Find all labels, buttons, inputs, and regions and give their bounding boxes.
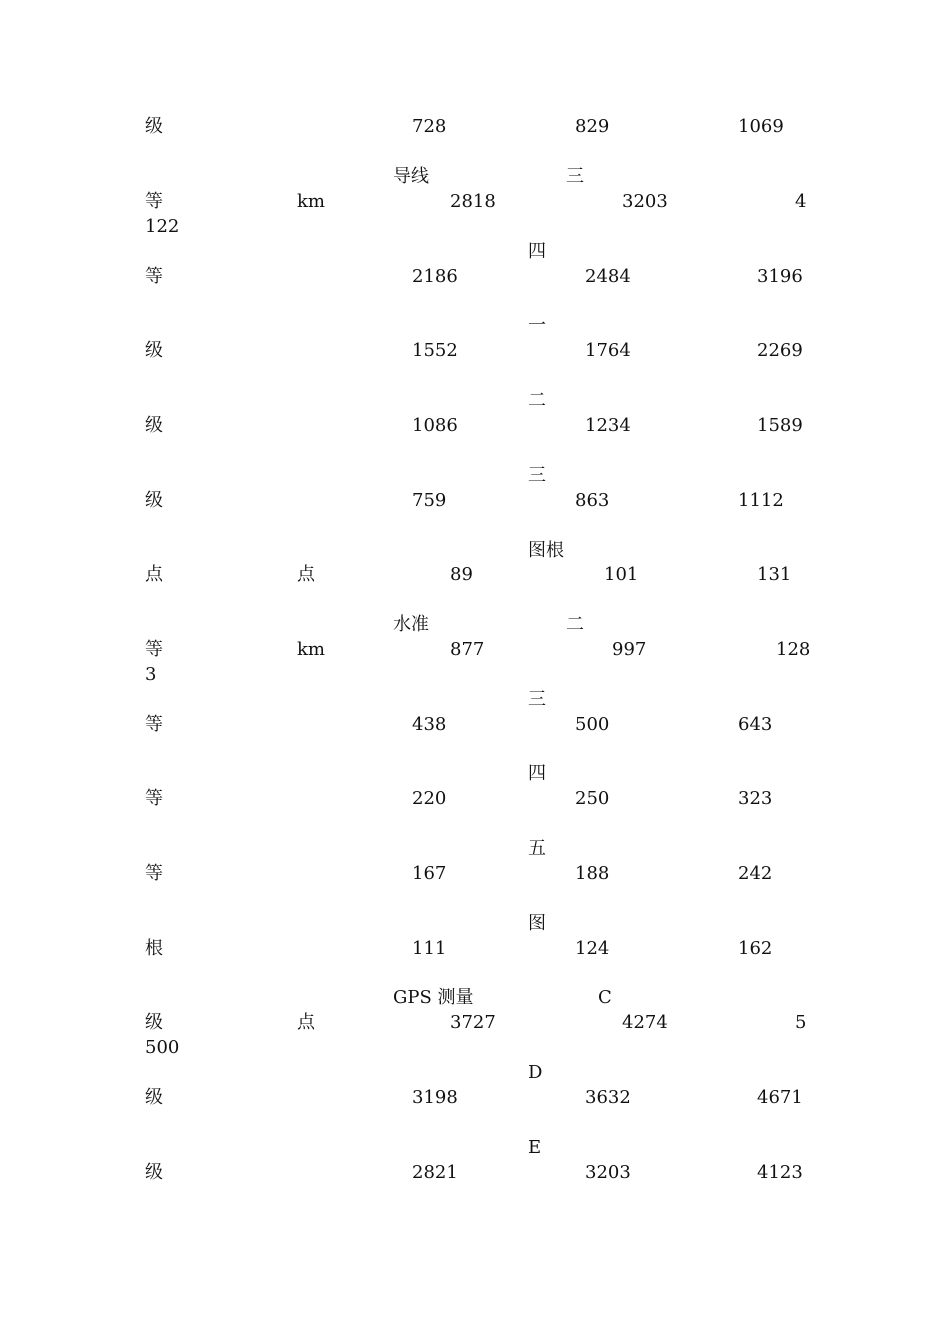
text-cell: D xyxy=(528,1062,543,1083)
text-cell: 级 xyxy=(145,1012,163,1033)
text-cell: 759 xyxy=(412,490,447,511)
text-cell: 导线 xyxy=(393,166,429,187)
text-cell: 级 xyxy=(145,1162,163,1183)
text-cell: 122 xyxy=(145,216,180,237)
text-cell: 1234 xyxy=(585,415,631,436)
text-cell: 等 xyxy=(145,788,163,809)
text-cell: 1086 xyxy=(412,415,458,436)
text-cell: 等 xyxy=(145,266,163,287)
text-cell: 101 xyxy=(604,564,639,585)
text-cell: E xyxy=(528,1137,542,1158)
text-cell: 829 xyxy=(575,116,610,137)
text-cell: 点 xyxy=(297,1012,315,1033)
text-cell: 级 xyxy=(145,490,163,511)
text-cell: 点 xyxy=(297,564,315,585)
text-cell: 1589 xyxy=(757,415,803,436)
text-cell: 131 xyxy=(757,564,792,585)
text-cell: 等 xyxy=(145,191,163,212)
text-cell: 188 xyxy=(575,863,610,884)
text-cell: 级 xyxy=(145,116,163,137)
text-cell: 3 xyxy=(145,664,157,685)
text-cell: 89 xyxy=(450,564,473,585)
text-cell: 等 xyxy=(145,714,163,735)
text-cell: 111 xyxy=(412,938,447,959)
text-cell: 3727 xyxy=(450,1012,496,1033)
text-cell: 二 xyxy=(566,614,584,635)
text-cell: 3198 xyxy=(412,1087,458,1108)
text-cell: 级 xyxy=(145,415,163,436)
text-cell: 438 xyxy=(412,714,447,735)
text-cell: 1764 xyxy=(585,340,631,361)
text-cell: 997 xyxy=(612,639,647,660)
text-cell: 图 xyxy=(528,913,546,934)
text-cell: 根 xyxy=(145,938,163,959)
text-cell: 220 xyxy=(412,788,447,809)
text-cell: 三 xyxy=(566,166,584,187)
text-cell: 863 xyxy=(575,490,610,511)
text-cell: 323 xyxy=(738,788,773,809)
text-cell: 三 xyxy=(528,689,546,710)
text-cell: km xyxy=(297,191,325,212)
text-cell: 五 xyxy=(528,838,546,859)
text-cell: 点 xyxy=(145,564,163,585)
text-cell: 162 xyxy=(738,938,773,959)
text-cell: 167 xyxy=(412,863,447,884)
text-cell: 级 xyxy=(145,1087,163,1108)
text-cell: 2484 xyxy=(585,266,631,287)
text-cell: 2818 xyxy=(450,191,496,212)
text-cell: 1552 xyxy=(412,340,458,361)
text-cell: 643 xyxy=(738,714,773,735)
text-cell: 4123 xyxy=(757,1162,803,1183)
text-cell: 3196 xyxy=(757,266,803,287)
text-cell: 一 xyxy=(528,315,546,336)
text-cell: 3632 xyxy=(585,1087,631,1108)
text-cell: 1069 xyxy=(738,116,784,137)
text-cell: 877 xyxy=(450,639,485,660)
text-cell: 500 xyxy=(575,714,610,735)
text-cell: 级 xyxy=(145,340,163,361)
text-cell: 四 xyxy=(528,763,546,784)
text-cell: km xyxy=(297,639,325,660)
text-cell: 等 xyxy=(145,863,163,884)
text-cell: 2269 xyxy=(757,340,803,361)
text-cell: 128 xyxy=(776,639,811,660)
text-cell: GPS 测量 xyxy=(393,987,474,1008)
text-cell: 728 xyxy=(412,116,447,137)
text-cell: 等 xyxy=(145,639,163,660)
text-cell: 4671 xyxy=(757,1087,803,1108)
text-cell: 3203 xyxy=(585,1162,631,1183)
text-cell: 2186 xyxy=(412,266,458,287)
text-cell: 5 xyxy=(795,1012,807,1033)
text-cell: 3203 xyxy=(622,191,668,212)
text-cell: 四 xyxy=(528,241,546,262)
text-cell: 4 xyxy=(795,191,807,212)
text-cell: 500 xyxy=(145,1037,180,1058)
text-cell: 4274 xyxy=(622,1012,668,1033)
text-cell: 250 xyxy=(575,788,610,809)
text-cell: 124 xyxy=(575,938,610,959)
text-cell: C xyxy=(598,987,612,1008)
text-cell: 二 xyxy=(528,390,546,411)
text-cell: 2821 xyxy=(412,1162,458,1183)
text-cell: 图根 xyxy=(528,540,564,561)
text-cell: 242 xyxy=(738,863,773,884)
text-cell: 水准 xyxy=(393,614,429,635)
text-cell: 三 xyxy=(528,465,546,486)
text-cell: 1112 xyxy=(738,490,784,511)
